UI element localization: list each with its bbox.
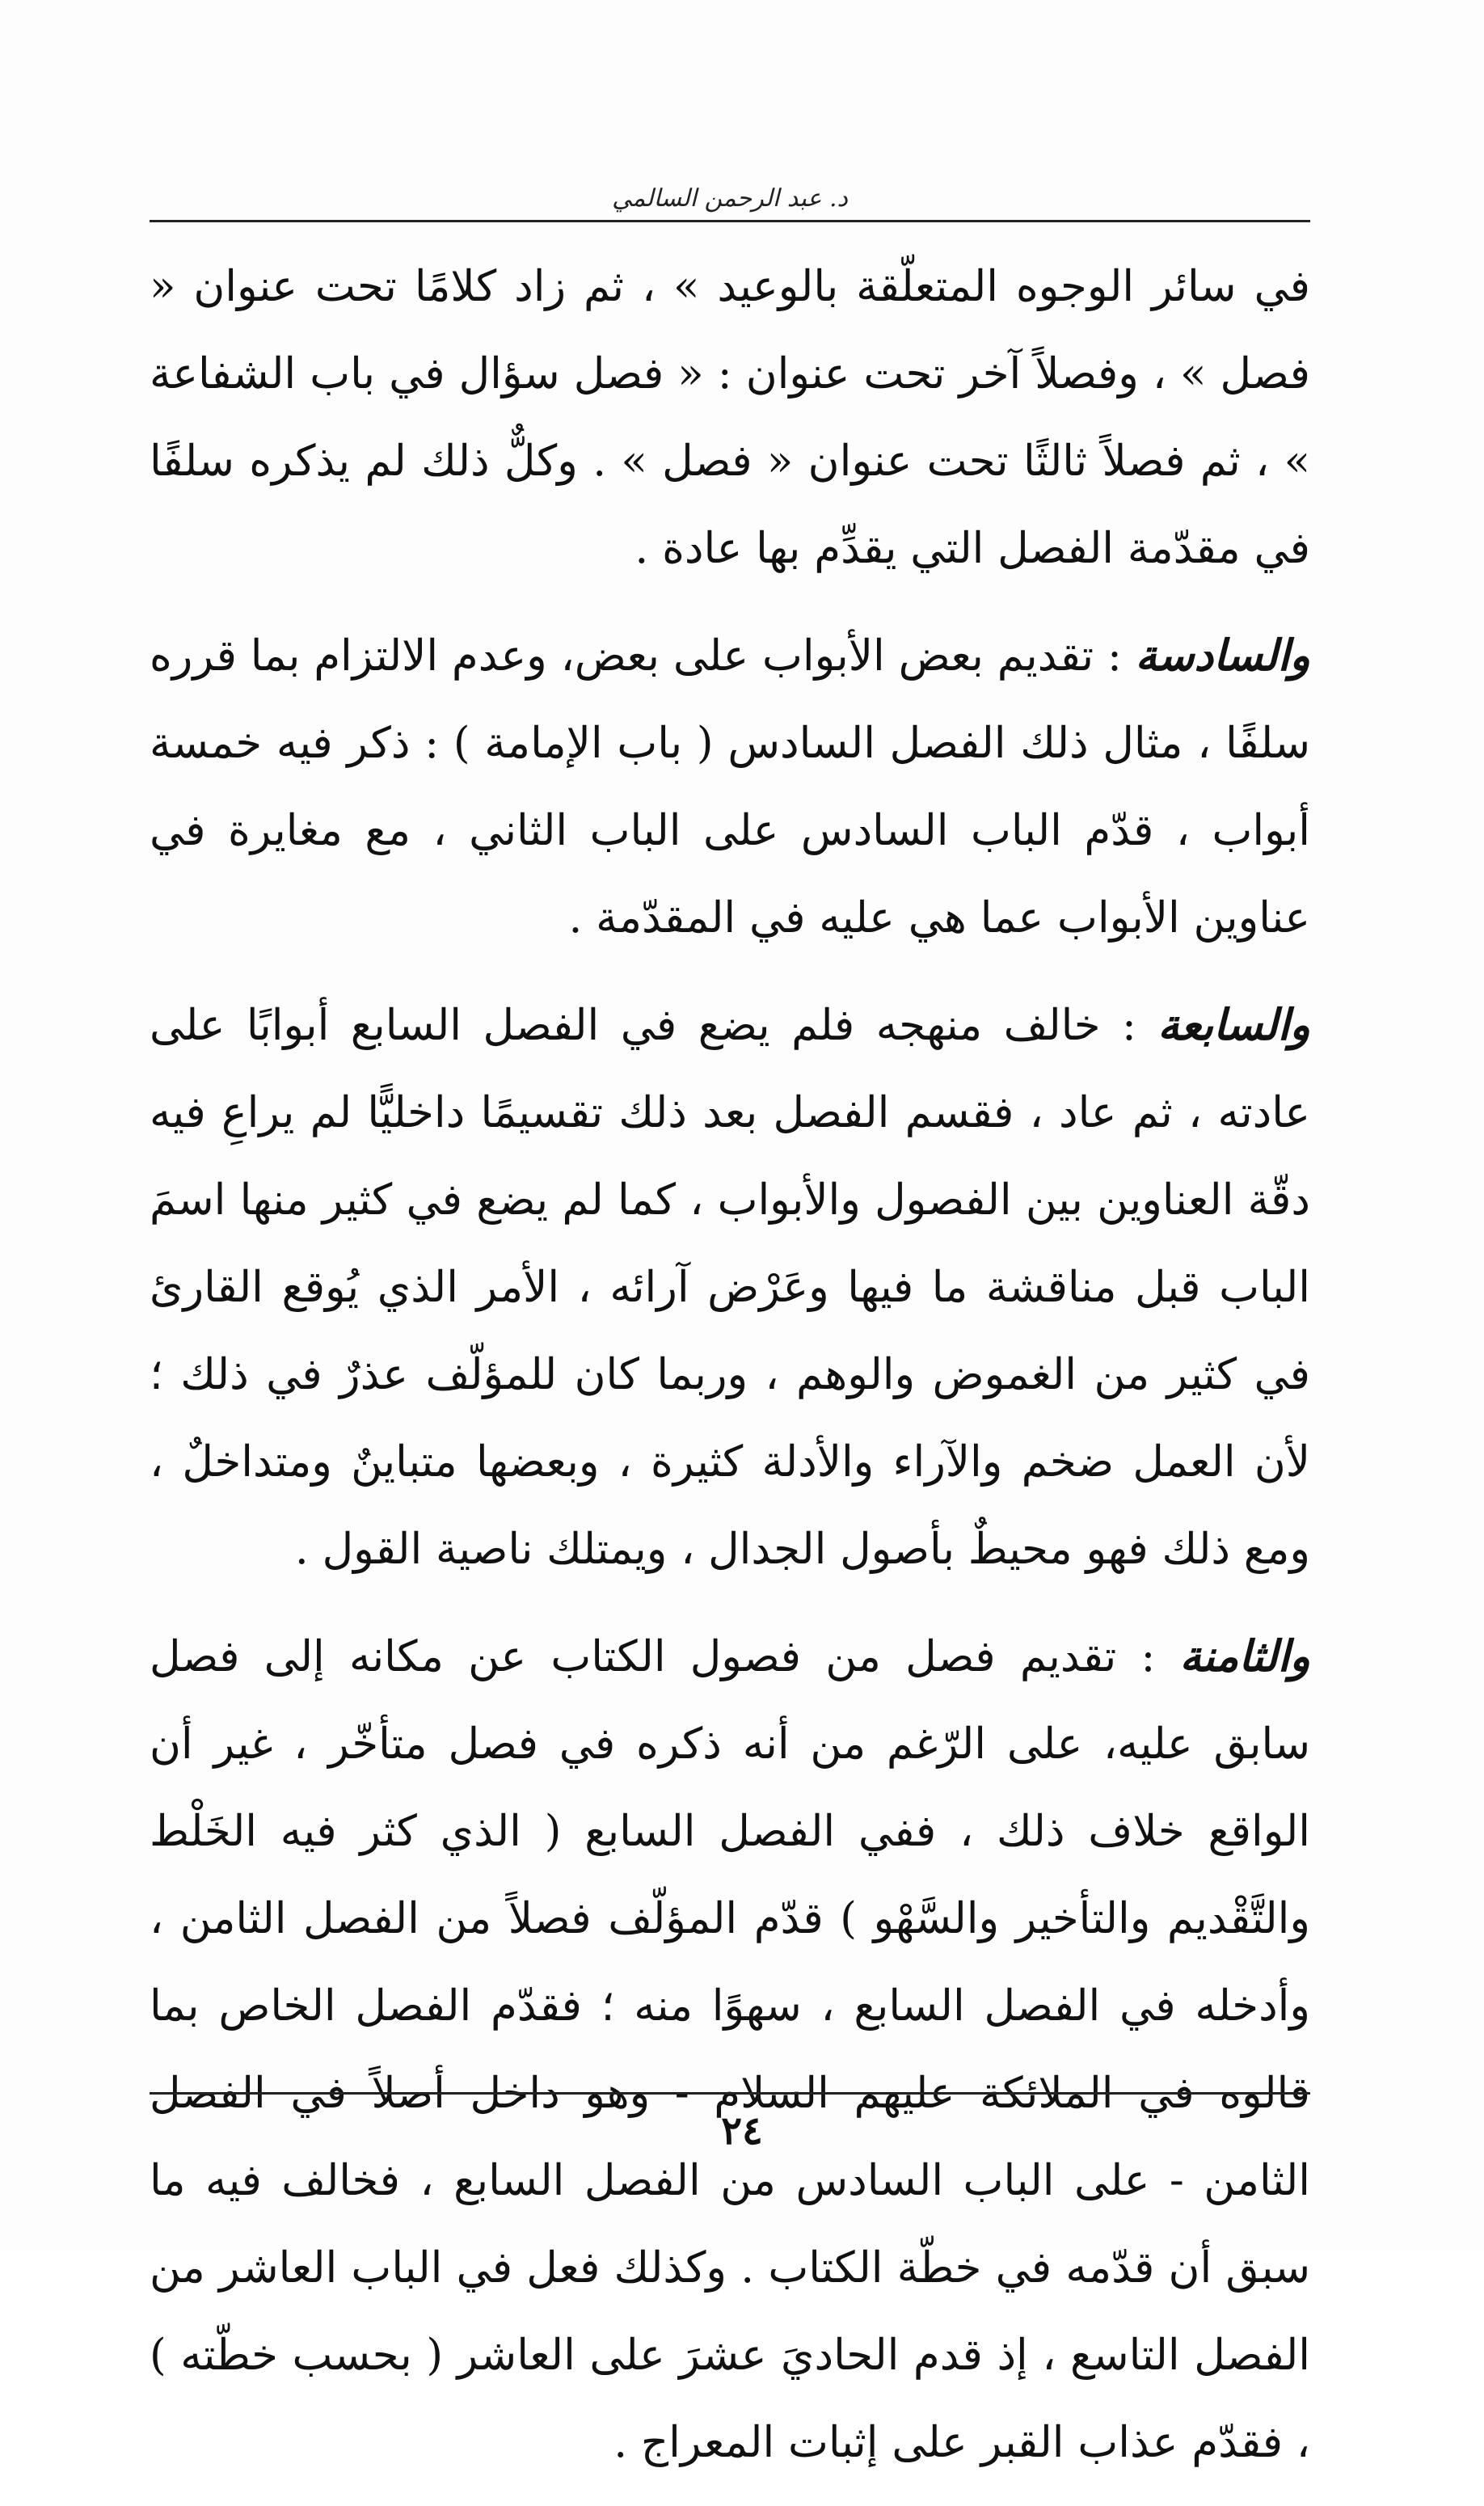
paragraph-2 bbox=[150, 612, 1310, 962]
footer-divider bbox=[150, 2092, 1310, 2095]
paragraph-text: : تقديم فصل من فصول الكتاب عن مكانه إلى فصل سابق عليه، على الرّغم من أنه ذكره في فصل متأخّر ، غير أن الواقع خلاف ذلك ، ففي الفصل السابع ( الذي كثر فيه الخَلْط والتَّقْديم والتأخير والسَّهْو ) قدّم المؤلّف فصلاً من الفصل الثامن ، وأدخله في الفصل السابع ، سهوًا منه ؛ فقدّم الفصل الخاص بما قالوه في الملائكة عليهم السلام - وهو داخل أصلاً في الفصل الثامن - على الباب السادس من الفصل السابع ، فخالف فيه ما سبق أن قدّمه في خطّة الكتاب . وكذلك فعل في الباب العاشر من الفصل التاسع ، إذ قدم الحاديَ عشرَ على العاشر ( بحسب خطّته ) ، فقدّم عذاب القبر على إثبات المعراج . bbox=[150, 1632, 1310, 2467]
running-header: د. عبد الرحمن السالمي bbox=[612, 184, 848, 213]
paragraph-lead: والسابعة bbox=[1157, 1000, 1310, 1050]
paragraph-4 bbox=[150, 1613, 1310, 2487]
paragraph-1 bbox=[150, 243, 1310, 593]
paragraph-text: في سائر الوجوه المتعلّقة بالوعيد » ، ثم زاد كلامًا تحت عنوان « فصل » ، وفصلاً آخر تحت عنوان : « فصل سؤال في باب الشفاعة » ، ثم فصلاً ثالثًا تحت عنوان « فصل » . وكلٌّ ذلك لم يذكره سلفًا في مقدّمة الفصل التي يقدِّم بها عادة . bbox=[150, 262, 1310, 573]
paragraph-text: : خالف منهجه فلم يضع في الفصل السابع أبوابًا على عادته ، ثم عاد ، فقسم الفصل بعد ذلك تقسيمًا داخليًّا لم يراعِ فيه دقّة العناوين بين الفصول والأبواب ، كما لم يضع في كثير منها اسمَ الباب قبل مناقشة ما فيها وعَرْض آرائه ، الأمر الذي يُوقع القارئ في كثير من الغموض والوهم ، وربما كان للمؤلّف عذرٌ في ذلك ؛ لأن العمل ضخم والآراء والأدلة كثيرة ، وبعضها متباينٌ ومتداخلٌ ، ومع ذلك فهو محيطٌ بأصول الجدال ، ويمتلك ناصية القول . bbox=[150, 1001, 1310, 1574]
page-number: ٢٤ bbox=[721, 2108, 763, 2154]
paragraph-lead: والسادسة bbox=[1135, 631, 1310, 681]
body-text bbox=[150, 243, 1310, 2506]
paragraph-lead: والثامنة bbox=[1179, 1631, 1310, 1681]
paragraph-text: : تقديم بعض الأبواب على بعض، وعدم الالتزام بما قرره سلفًا ، مثال ذلك الفصل السادس ( باب الإمامة ) : ذكر فيه خمسة أبواب ، قدّم الباب السادس على الباب الثاني ، مع مغايرة في عناوين الأبواب عما هي عليه في المقدّمة . bbox=[150, 631, 1310, 943]
header-divider bbox=[150, 220, 1310, 222]
paragraph-3 bbox=[150, 981, 1310, 1593]
